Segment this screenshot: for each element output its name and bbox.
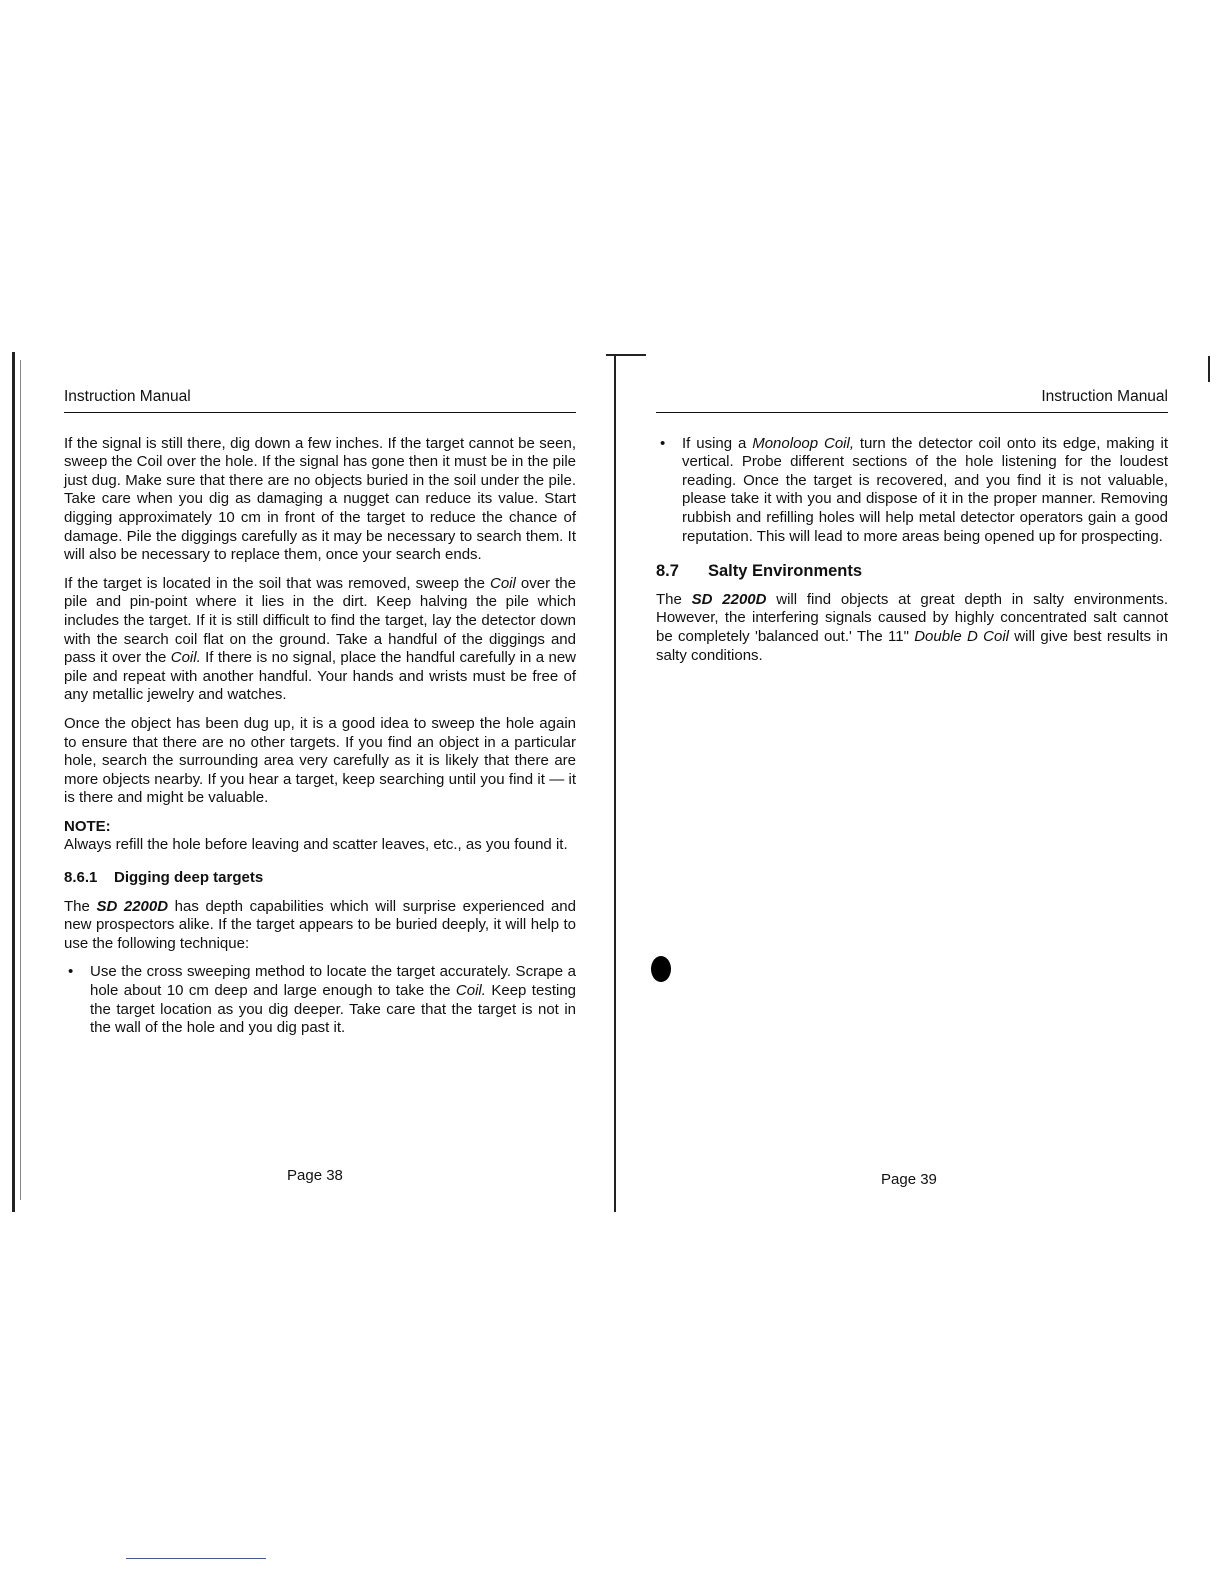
bullet-dot-icon: • [68, 963, 74, 981]
hole-punch-blob [651, 956, 671, 982]
section-heading: 8.7 Salty Environments [656, 562, 863, 581]
left-page-number: Page 38 [287, 1167, 343, 1184]
left-paragraph-1: If the signal is still there, dig down a few inches. If the target cannot be seen, sweep the Coil over the hole. If the signal has gone then it must be in the pile just dug. Make sure that there are no objects buried in the soil under the pile. Take care when you dig as damaging a nugget can reduce its value. Start digging approximately 10 cm in front of the target to reduce the chance of damage. Pile the diggings carefully as it may be necessary to search them. It will also be necessary to replace them, once your search ends. [64, 434, 576, 564]
center-fold-top [606, 354, 646, 356]
right-page-header: Instruction Manual [656, 388, 1168, 413]
left-page [64, 388, 576, 1048]
binding-edge-left [12, 352, 15, 1212]
binding-edge-left-thin [20, 360, 21, 1200]
center-fold-line [614, 356, 616, 1212]
right-edge-mark [1208, 356, 1210, 382]
subsection-heading: 8.6.1 Digging deep targets [64, 869, 264, 887]
left-paragraph-2: If the target is located in the soil that was removed, sweep the Coil over the pile and pin-point where it lies in the dirt. Keep halving the pile which includes the target. If it is still difficult to find the target, lay the detector down with the search coil flat on the ground. Take a handful of the diggings and pass it over the Coil. If there is no signal, place the handful carefully in a new pile and repeat with another handful. Your hands and wrists must be free of any metallic jewelry and watches. [64, 574, 576, 704]
left-page-header: Instruction Manual [64, 388, 576, 413]
left-bullet-item: • Use the cross sweeping method to locate the target accurately. Scrape a hole about 10 cm deep and large enough to take the Coil. Keep testing the target location as you dig deeper. Take care that the target is not in the wall of the hole and you dig past it. [68, 963, 577, 1037]
right-paragraph-1: The SD 2200D will find objects at great depth in salty environments. However, the interfering signals caused by highly concentrated salt cannot be completely 'balanced out.' The 11" Double D Coil will give best results in salty conditions. [656, 590, 1169, 664]
note-text: Always refill the hole before leaving and scatter leaves, etc., as you found it. [64, 836, 568, 854]
left-paragraph-3: Once the object has been dug up, it is a good idea to sweep the hole again to ensure that there are no other targets. If you find an object in a particular hole, search the surrounding area very carefully as it is likely that there are more objects nearby. If you hear a target, keep searching until you find it — it is there and might be valuable. [64, 714, 576, 807]
left-paragraph-4: The SD 2200D has depth capabilities which will surprise experienced and new prospectors alike. If the target appears to be buried deeply, it will help to use the following technique: [64, 897, 576, 952]
bottom-underline [126, 1558, 266, 1559]
right-page [656, 388, 1168, 675]
right-bullet-item: • If using a Monoloop Coil, turn the detector coil onto its edge, making it vertical. Probe different sections of the hole listening for the loudest reading. Once the target is recovered, and you find it is not valuable, please take it with you and dispose of it in the proper manner. Removing rubbish and refilling holes will help metal detector operators gain a good reputation. This will lead to more areas being opened up for prospecting. [660, 434, 1168, 545]
note-title: NOTE: [64, 817, 111, 835]
right-page-number: Page 39 [881, 1171, 937, 1188]
bullet-dot-icon: • [660, 434, 666, 452]
